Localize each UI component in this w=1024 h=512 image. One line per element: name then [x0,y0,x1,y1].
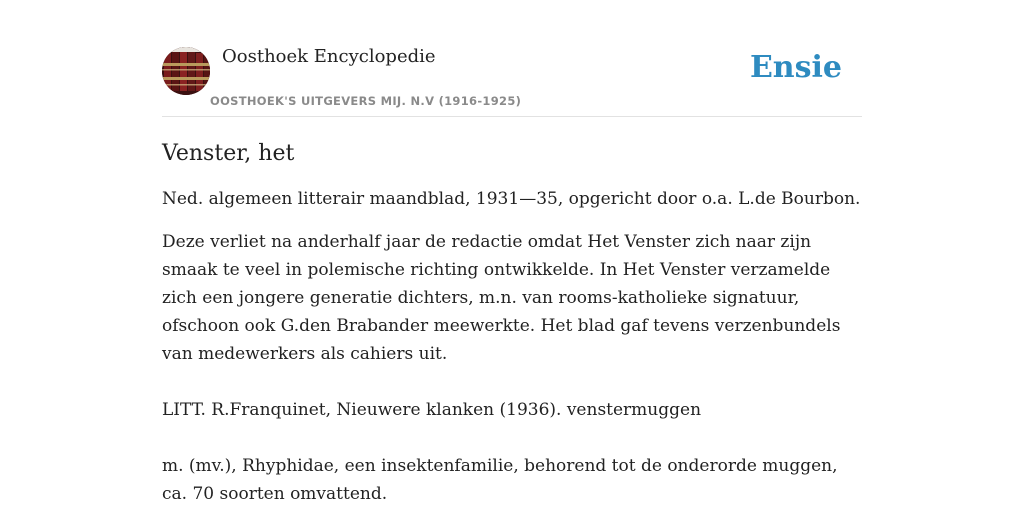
source-title[interactable]: Oosthoek Encyclopedie [222,46,436,67]
book-spines-icon[interactable] [162,47,210,95]
article-paragraph: LITT. R.Franquinet, Nieuwere klanken (1936). venstermuggen [162,400,702,420]
source-subtitle: OOSTHOEK'S UITGEVERS MIJ. N.V (1916-1925) [210,94,522,108]
brand-logo-link[interactable]: Ensie [749,50,842,85]
article-paragraph: m. (mv.), Rhyphidae, een insektenfamilie, behorend tot de onderorde muggen, ca. 70 soorten omvattend. [162,456,838,504]
article-paragraph: Ned. algemeen litterair maandblad, 1931—35, opgericht door o.a. L.de Bourbon. [162,189,861,209]
source-header [162,46,862,117]
page-title: Venster, het [162,141,295,166]
article-paragraph: Deze verliet na anderhalf jaar de redactie omdat Het Venster zich naar zijn smaak te veel in polemische richting ontwikkelde. In Het Venster verzamelde zich een jongere generatie dichters, m.n. van rooms-katholieke signatuur, ofschoon ook G.den Brabander meewerkte. Het blad gaf tevens verzenbundels van medewerkers als cahiers uit. [162,232,841,364]
article-body [162,138,862,512]
